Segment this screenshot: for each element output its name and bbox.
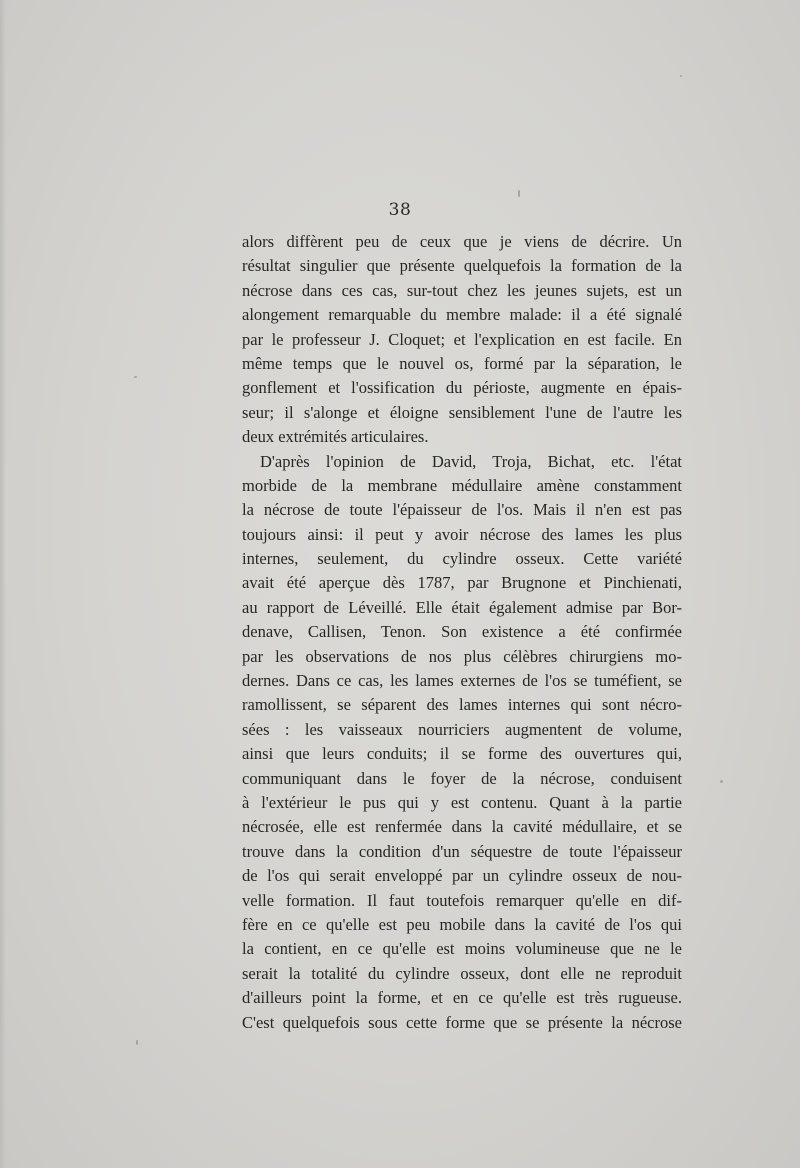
text-line: trouve dans la condition d'un séquestre de toute l'épaisseur [242,841,682,861]
text-line: fère en ce qu'elle est peu mobile dans la cavité de l'os qui [242,914,682,934]
paper-speck [134,376,137,378]
text-line: internes, seulement, du cylindre osseux. Cette variété [242,549,682,569]
text-line: C'est quelquefois sous cette forme que se présente la nécrose [242,1012,682,1032]
text-line: gonflement et l'ossification du périoste, augmente en épais- [242,378,682,398]
page-number: 38 [388,200,412,220]
body-text [242,230,682,1035]
paper-speck [680,75,682,77]
text-line: au rapport de Léveillé. Elle était également admise par Bor- [242,597,682,617]
text-line: denave, Callisen, Tenon. Son existence a été confirmée [242,622,682,642]
text-line: par les observations de nos plus célèbres chirurgiens mo- [242,646,682,666]
text-line: communiquant dans le foyer de la nécrose, conduisent [242,768,682,788]
text-line: sées : les vaisseaux nourriciers augmentent de volume, [242,719,682,739]
text-line: la contient, en ce qu'elle est moins volumineuse que ne le [242,939,682,959]
text-line: seur; il s'alonge et éloigne sensiblement l'une de l'autre les [242,402,682,422]
text-line: de l'os qui serait enveloppé par un cylindre osseux de nou- [242,866,682,886]
text-line: ramollissent, se séparent des lames internes qui sont nécro- [242,695,682,715]
paper-speck [720,780,723,783]
text-line: serait la totalité du cylindre osseux, dont elle ne reproduit [242,963,682,983]
paper-speck [136,1040,138,1045]
text-line: nécrose dans ces cas, sur-tout chez les jeunes sujets, est un [242,280,682,300]
text-line: nécrosée, elle est renfermée dans la cavité médullaire, et se [242,817,682,837]
text-line: à l'extérieur le pus qui y est contenu. Quant à la partie [242,792,682,812]
text-line: par le professeur J. Cloquet; et l'explication en est facile. En [242,329,682,349]
text-line: morbide de la membrane médullaire amène constamment [242,475,682,495]
text-line: toujours ainsi: il peut y avoir nécrose des lames les plus [242,524,682,544]
text-line: même temps que le nouvel os, formé par la séparation, le [242,353,682,373]
text-line: ainsi que leurs conduits; il se forme des ouvertures qui, [242,744,682,764]
text-line: velle formation. Il faut toutefois remarquer qu'elle en dif- [242,890,682,910]
text-line: alors diffèrent peu de ceux que je viens de décrire. Un [242,232,682,251]
text-line: D'après l'opinion de David, Troja, Bichat, etc. l'état [260,451,682,471]
paper-speck [518,190,520,197]
text-line: deux extrémités articulaires. [242,427,429,447]
text-line: dernes. Dans ce cas, les lames externes de l'os se tuméfient, se [242,671,682,691]
page-edge-shadow [0,0,6,1168]
text-line: d'ailleurs point la forme, et en ce qu'elle est très rugueuse. [242,988,682,1008]
text-line: alongement remarquable du membre malade: il a été signalé [242,305,682,325]
text-line: la nécrose de toute l'épaisseur de l'os. Mais il n'en est pas [242,500,682,520]
text-line: avait été aperçue dès 1787, par Brugnone et Pinchienati, [242,573,682,593]
text-line: résultat singulier que présente quelquefois la formation de la [242,256,682,276]
